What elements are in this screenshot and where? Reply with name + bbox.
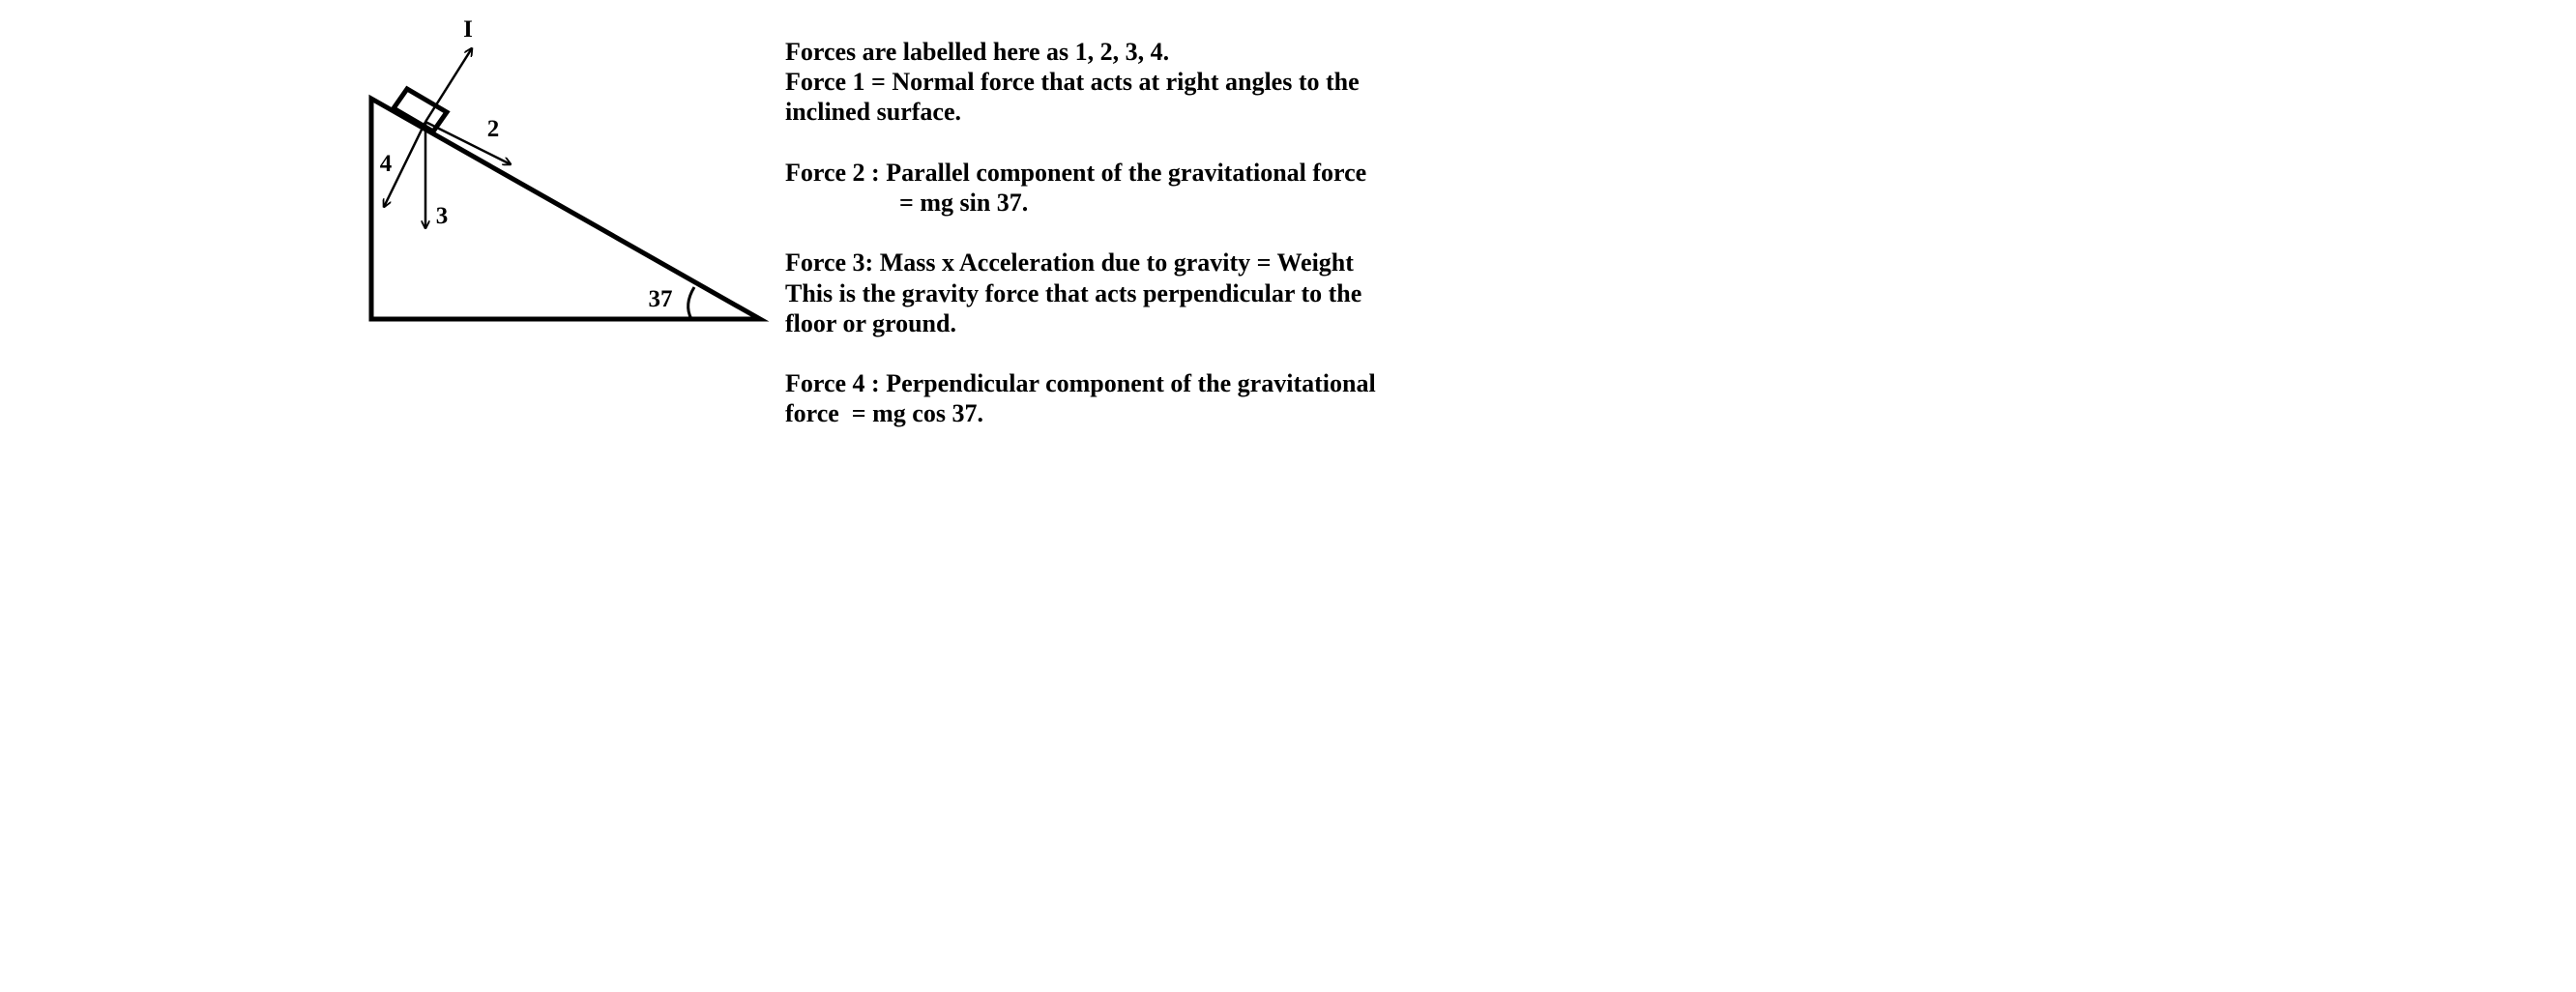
force-1-label: I <box>463 16 473 43</box>
block <box>394 89 447 131</box>
paragraph-spacer <box>785 338 1520 368</box>
force-1-description-line-1: Force 1 = Normal force that acts at right angles to the <box>785 68 1360 97</box>
force-3-description-line-3: floor or ground. <box>785 308 956 337</box>
force-explanation-text <box>785 37 1520 429</box>
paragraph-spacer <box>785 218 1520 248</box>
force-3-description-line-2: This is the gravity force that acts perpendicular to the <box>785 278 1362 307</box>
angle-label: 37 <box>648 286 673 312</box>
paragraph-spacer <box>785 128 1520 158</box>
force-4-description-line-2: force = mg cos 37. <box>785 399 983 428</box>
force-4-label: 4 <box>379 151 393 177</box>
intro-line: Forces are labelled here as 1, 2, 3, 4. <box>785 38 1170 66</box>
force-4-description-line-1: Force 4 : Perpendicular component of the gravitational <box>785 369 1376 398</box>
force-3-description-line-1: Force 3: Mass x Acceleration due to gravity = Weight <box>785 248 1354 277</box>
force-2-label: 2 <box>486 116 500 142</box>
force-2-description-line-2: = mg sin 37. <box>899 189 1029 217</box>
angle-arc <box>688 287 694 319</box>
force-2-description-line-1: Force 2 : Parallel component of the gravitational force <box>785 158 1367 187</box>
force-1-description-line-2: inclined surface. <box>785 98 961 127</box>
force-3-label: 3 <box>435 203 449 229</box>
inclined-plane-diagram <box>0 0 774 348</box>
